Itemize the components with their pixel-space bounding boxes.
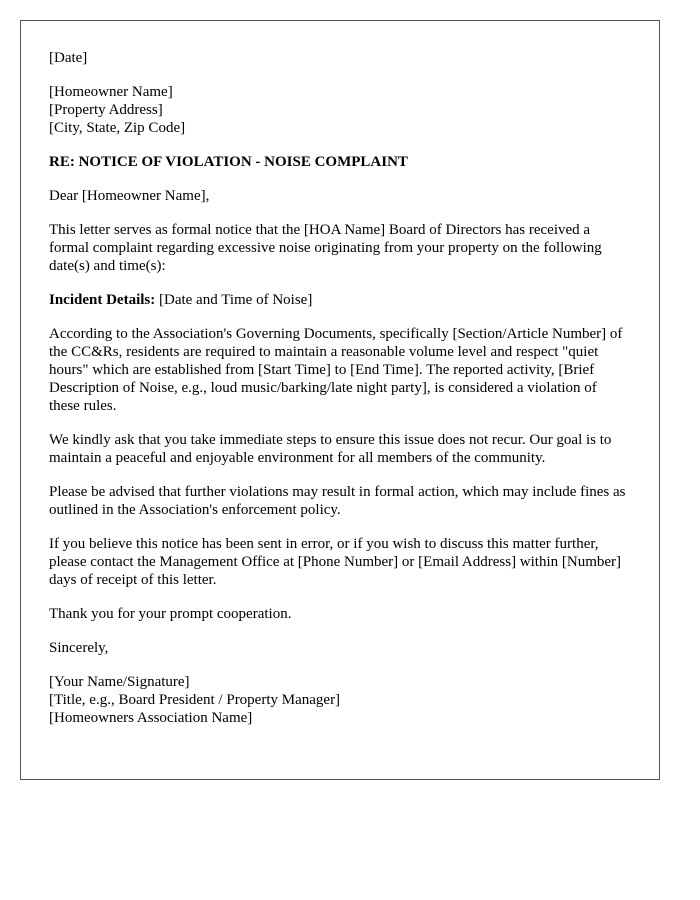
incident-details	[49, 291, 631, 309]
closing-line: Sincerely,	[49, 640, 109, 656]
incident-details-label: Incident Details:	[49, 292, 156, 308]
subject-line: RE: NOTICE OF VIOLATION - NOISE COMPLAINT	[49, 154, 408, 170]
signature-organization: [Homeowners Association Name]	[49, 710, 253, 726]
thank-you-line: Thank you for your prompt cooperation.	[49, 606, 292, 622]
letter-page	[20, 20, 660, 780]
salutation: Dear [Homeowner Name],	[49, 188, 210, 204]
letter-date	[49, 49, 631, 67]
signature-name: [Your Name/Signature]	[49, 674, 190, 690]
incident-details-value: [Date and Time of Noise]	[155, 292, 313, 308]
recipient-name: [Homeowner Name]	[49, 84, 173, 100]
paragraph-request: We kindly ask that you take immediate steps to ensure this issue does not recur. Our goal is to maintain a peaceful and enjoyable environment for all members of the community.	[49, 432, 612, 466]
paragraph-further-violations: Please be advised that further violations may result in formal action, which may include fines as outlined in the Association's enforcement policy.	[49, 484, 626, 518]
signature-title: [Title, e.g., Board President / Property Manager]	[49, 692, 341, 708]
recipient-address-block	[49, 83, 631, 137]
recipient-address: [Property Address]	[49, 102, 163, 118]
paragraph-notice: This letter serves as formal notice that the [HOA Name] Board of Directors has received a formal complaint regarding excessive noise originating from your property on the following date(s) and time(s):	[49, 222, 602, 274]
signature-block	[49, 673, 631, 727]
date-text: [Date]	[49, 50, 88, 66]
paragraph-contact: If you believe this notice has been sent in error, or if you wish to discuss this matter further, please contact the Management Office at [Phone Number] or [Email Address] within [Number] days of receipt of this letter.	[49, 536, 622, 588]
paragraph-governing-documents: According to the Association's Governing Documents, specifically [Section/Article Number] of the CC&Rs, residents are required to maintain a reasonable volume level and respect "quiet hours" which are established from [Start Time] to [End Time]. The reported activity, [Brief Description of Noise, e.g., loud music/barking/late night party], is considered a violation of these rules.	[49, 326, 623, 414]
recipient-city-state-zip: [City, State, Zip Code]	[49, 120, 186, 136]
